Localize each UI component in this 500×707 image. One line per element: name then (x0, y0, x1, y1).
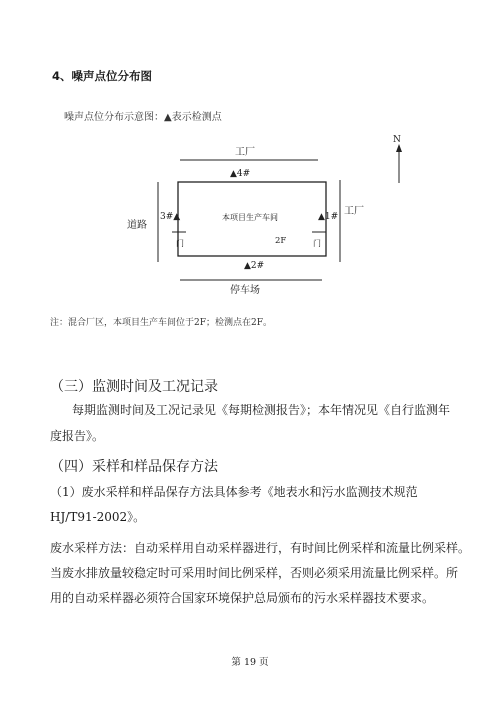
section-four-p2-line-1: 废水采样方法：自动采样用自动采样器进行，有时间比例采样和流量比例采样。 (50, 541, 471, 555)
floor-label: 2F (275, 236, 287, 246)
section-four-title: （四）采样和样品保存方法 (50, 459, 218, 475)
door-right-label: 门 (313, 239, 321, 248)
section-4-title: 4、噪声点位分布图 (52, 69, 153, 83)
parking-label: 停车场 (230, 285, 260, 296)
north-label: N (393, 135, 401, 145)
section-3-line-2: 度报告》。 (50, 429, 105, 443)
diagram-caption: 噪声点位分布示意图：▲表示检测点 (64, 112, 222, 123)
road-label: 道路 (127, 220, 147, 231)
point-1: ▲1# (318, 212, 339, 222)
point-2: ▲2# (244, 261, 265, 271)
workshop-label: 本项目生产车间 (222, 213, 278, 222)
point-3: 3#▲ (160, 212, 181, 222)
diagram-note: 注：混合厂区，本项目生产车间位于2F；检测点在2F。 (50, 318, 272, 328)
section-four-p1-line-2: HJ/T91-2002》。 (50, 510, 146, 524)
section-3-title: （三）监测时间及工况记录 (50, 379, 218, 395)
door-left-label: 门 (176, 239, 184, 248)
section-four-p2-line-2: 当废水排放量较稳定时可采用时间比例采样，否则必须采用流量比例采样。所 (50, 566, 459, 580)
top-factory-label: 工厂 (235, 147, 255, 158)
point-4: ▲4# (230, 169, 251, 179)
section-3-line-1: 每期监测时间及工况记录见《每期检测报告》；本年情况见《自行监测年 (72, 403, 451, 417)
north-arrow-head (396, 144, 402, 152)
section-four-p2-line-3: 用的自动采样器必须符合国家环境保护总局颁布的污水采样器技术要求。 (50, 591, 435, 605)
page-number: 第 19 页 (231, 657, 269, 668)
right-factory-label: 工厂 (344, 206, 364, 217)
noise-point-diagram (0, 0, 500, 340)
section-four-p1-line-1: （1）废水采样和样品保存方法具体参考《地表水和污水监测技术规范 (50, 485, 418, 499)
